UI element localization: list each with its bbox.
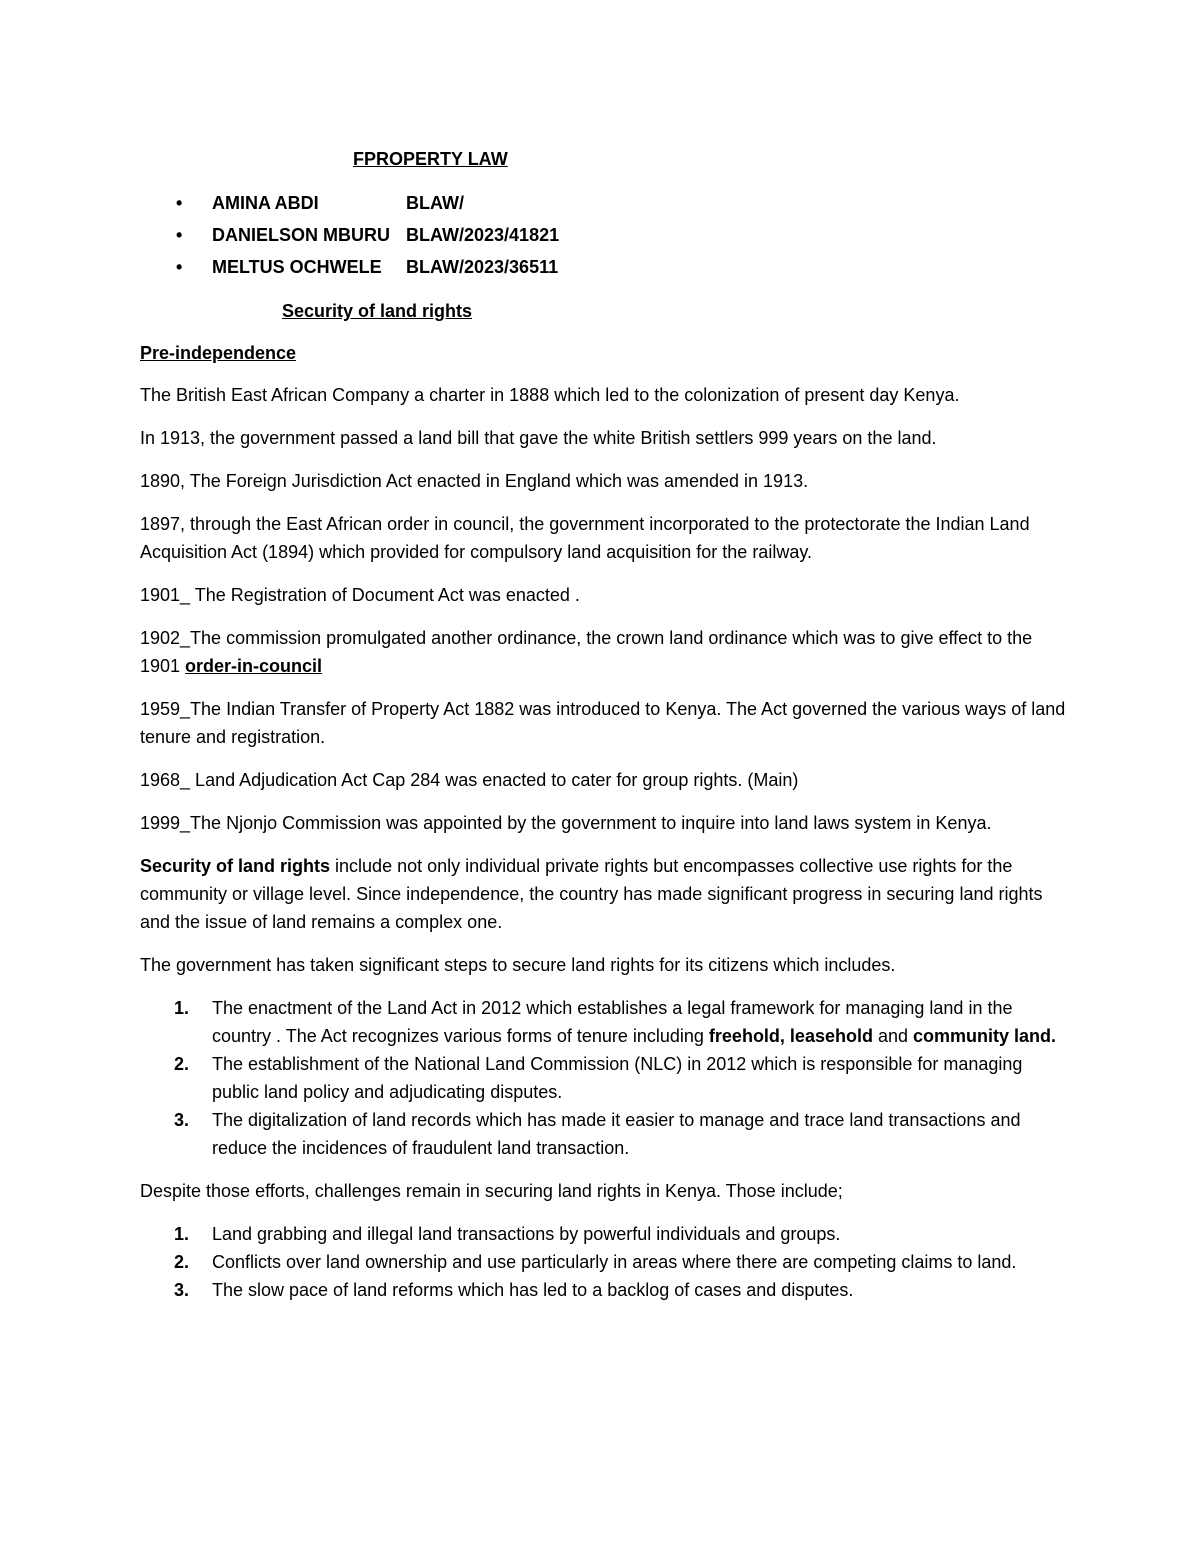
paragraph: 1901_ The Registration of Document Act was enacted . [140,585,580,605]
member-item [140,187,1070,219]
document-title: FPROPERTY LAW [353,149,508,169]
list-text: The enactment of the Land Act in 2012 which establishes a legal framework for managing land in the country . The Act recognizes various forms of tenure including [212,998,1013,1046]
list-text: The establishment of the National Land Commission (NLC) in 2012 which is responsible for managing public land policy and adjudicating disputes. [212,1054,1023,1102]
list-item [140,994,1070,1050]
list-item [140,1050,1070,1106]
paragraph: 1890, The Foreign Jurisdiction Act enacted in England which was amended in 1913. [140,471,809,491]
paragraph: 1999_The Njonjo Commission was appointed by the government to inquire into land laws system in Kenya. [140,813,992,833]
list-text: The digitalization of land records which has made it easier to manage and trace land transactions and reduce the incidences of fraudulent land transaction. [212,1110,1021,1158]
list-text: Conflicts over land ownership and use particularly in areas where there are competing claims to land. [212,1252,1017,1272]
list-text: Land grabbing and illegal land transactions by powerful individuals and groups. [212,1224,841,1244]
member-reg-number: BLAW/ [406,193,465,213]
bullet-icon: • [176,193,183,213]
paragraph: In 1913, the government passed a land bill that gave the white British settlers 999 years on the land. [140,428,937,448]
paragraph: The government has taken significant steps to secure land rights for its citizens which includes. [140,955,896,975]
paragraph [140,852,1070,936]
member-list [140,187,1070,283]
member-reg-number: BLAW/2023/41821 [406,225,560,245]
steps-list [140,994,1070,1162]
list-item [140,1276,1070,1304]
list-number: 2. [174,1054,190,1074]
emphasized-term: community land. [913,1026,1057,1046]
emphasized-term: Security of land rights [140,856,331,876]
emphasized-term: order-in-council [185,656,323,676]
member-name: AMINA ABDI [212,193,319,213]
paragraph: The British East African Company a charter in 1888 which led to the colonization of present day Kenya. [140,385,960,405]
list-item [140,1248,1070,1276]
paragraph-text: 1902_The commission promulgated another ordinance, the crown land ordinance which was to give effect to the 1901 [140,628,1033,676]
member-reg-number: BLAW/2023/36511 [406,257,559,277]
paragraph [140,624,1070,680]
paragraph: 1959_The Indian Transfer of Property Act 1882 was introduced to Kenya. The Act governed the various ways of land tenure and registration. [140,699,1066,747]
list-text: and [872,1026,914,1046]
paragraph: Despite those efforts, challenges remain in securing land rights in Kenya. Those include; [140,1181,843,1201]
member-item [140,219,1070,251]
emphasized-term: freehold, leasehold [708,1026,873,1046]
list-text: The slow pace of land reforms which has led to a backlog of cases and disputes. [212,1280,854,1300]
paragraph: 1897, through the East African order in council, the government incorporated to the protectorate the Indian Land Acquisition Act (1894) which provided for compulsory land acquisition for the railway. [140,514,1030,562]
challenges-list [140,1220,1070,1304]
paragraph-text: include not only individual private rights but encompasses collective use rights for the community or village level. Since independence, the country has made significant progress in securing land rights and the issue of land remains a complex one. [140,856,1043,932]
bullet-icon: • [176,225,183,245]
list-number: 3. [174,1280,190,1300]
member-name: MELTUS OCHWELE [212,257,382,277]
list-number: 1. [174,998,190,1018]
list-number: 1. [174,1224,190,1244]
list-item [140,1220,1070,1248]
bullet-icon: • [176,257,183,277]
member-name: DANIELSON MBURU [212,225,390,245]
member-item [140,251,1070,283]
section-heading: Pre-independence [140,343,297,363]
list-number: 3. [174,1110,190,1130]
document-subtitle: Security of land rights [282,301,473,321]
paragraph: 1968_ Land Adjudication Act Cap 284 was enacted to cater for group rights. (Main) [140,770,799,790]
document-body [140,145,1070,1319]
list-item [140,1106,1070,1162]
list-number: 2. [174,1252,190,1272]
